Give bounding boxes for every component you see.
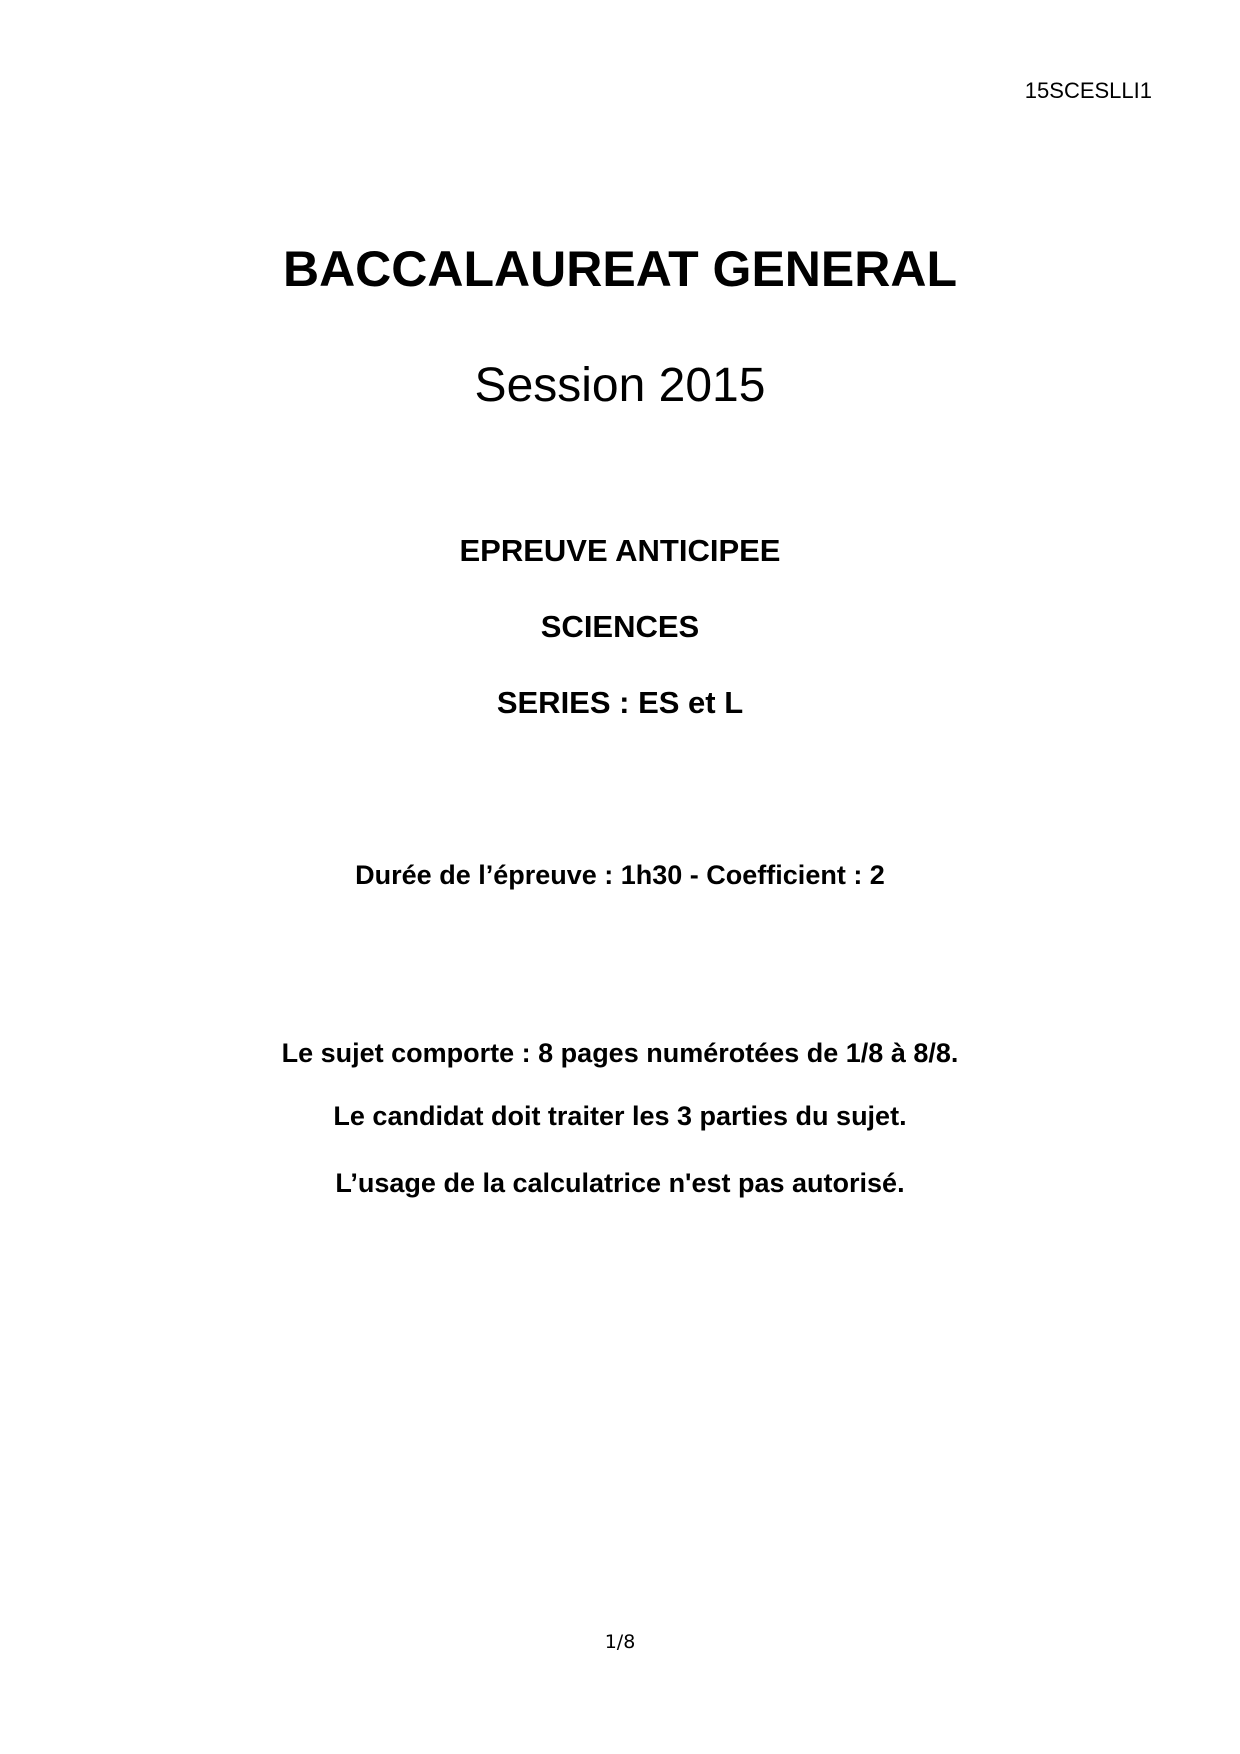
instruction-page-count: Le sujet comporte : 8 pages numérotées de 1/8 à 8/8.	[281, 1038, 959, 1068]
instruction-calculator: L’usage de la calculatrice n'est pas autorisé.	[335, 1168, 905, 1198]
instruction-parts: Le candidat doit traiter les 3 parties du sujet.	[333, 1101, 907, 1131]
series-line: SERIES : ES et L	[496, 685, 744, 720]
exam-title: BACCALAUREAT GENERAL	[282, 241, 958, 297]
exam-type: EPREUVE ANTICIPEE	[459, 533, 781, 568]
page-number: 1/8	[604, 1631, 636, 1653]
session-year: Session 2015	[474, 359, 766, 412]
subject-name: SCIENCES	[540, 609, 700, 644]
duration-coefficient: Durée de l’épreuve : 1h30 - Coefficient : 2	[355, 860, 885, 890]
document-code: 15SCESLLI1	[1024, 78, 1152, 103]
